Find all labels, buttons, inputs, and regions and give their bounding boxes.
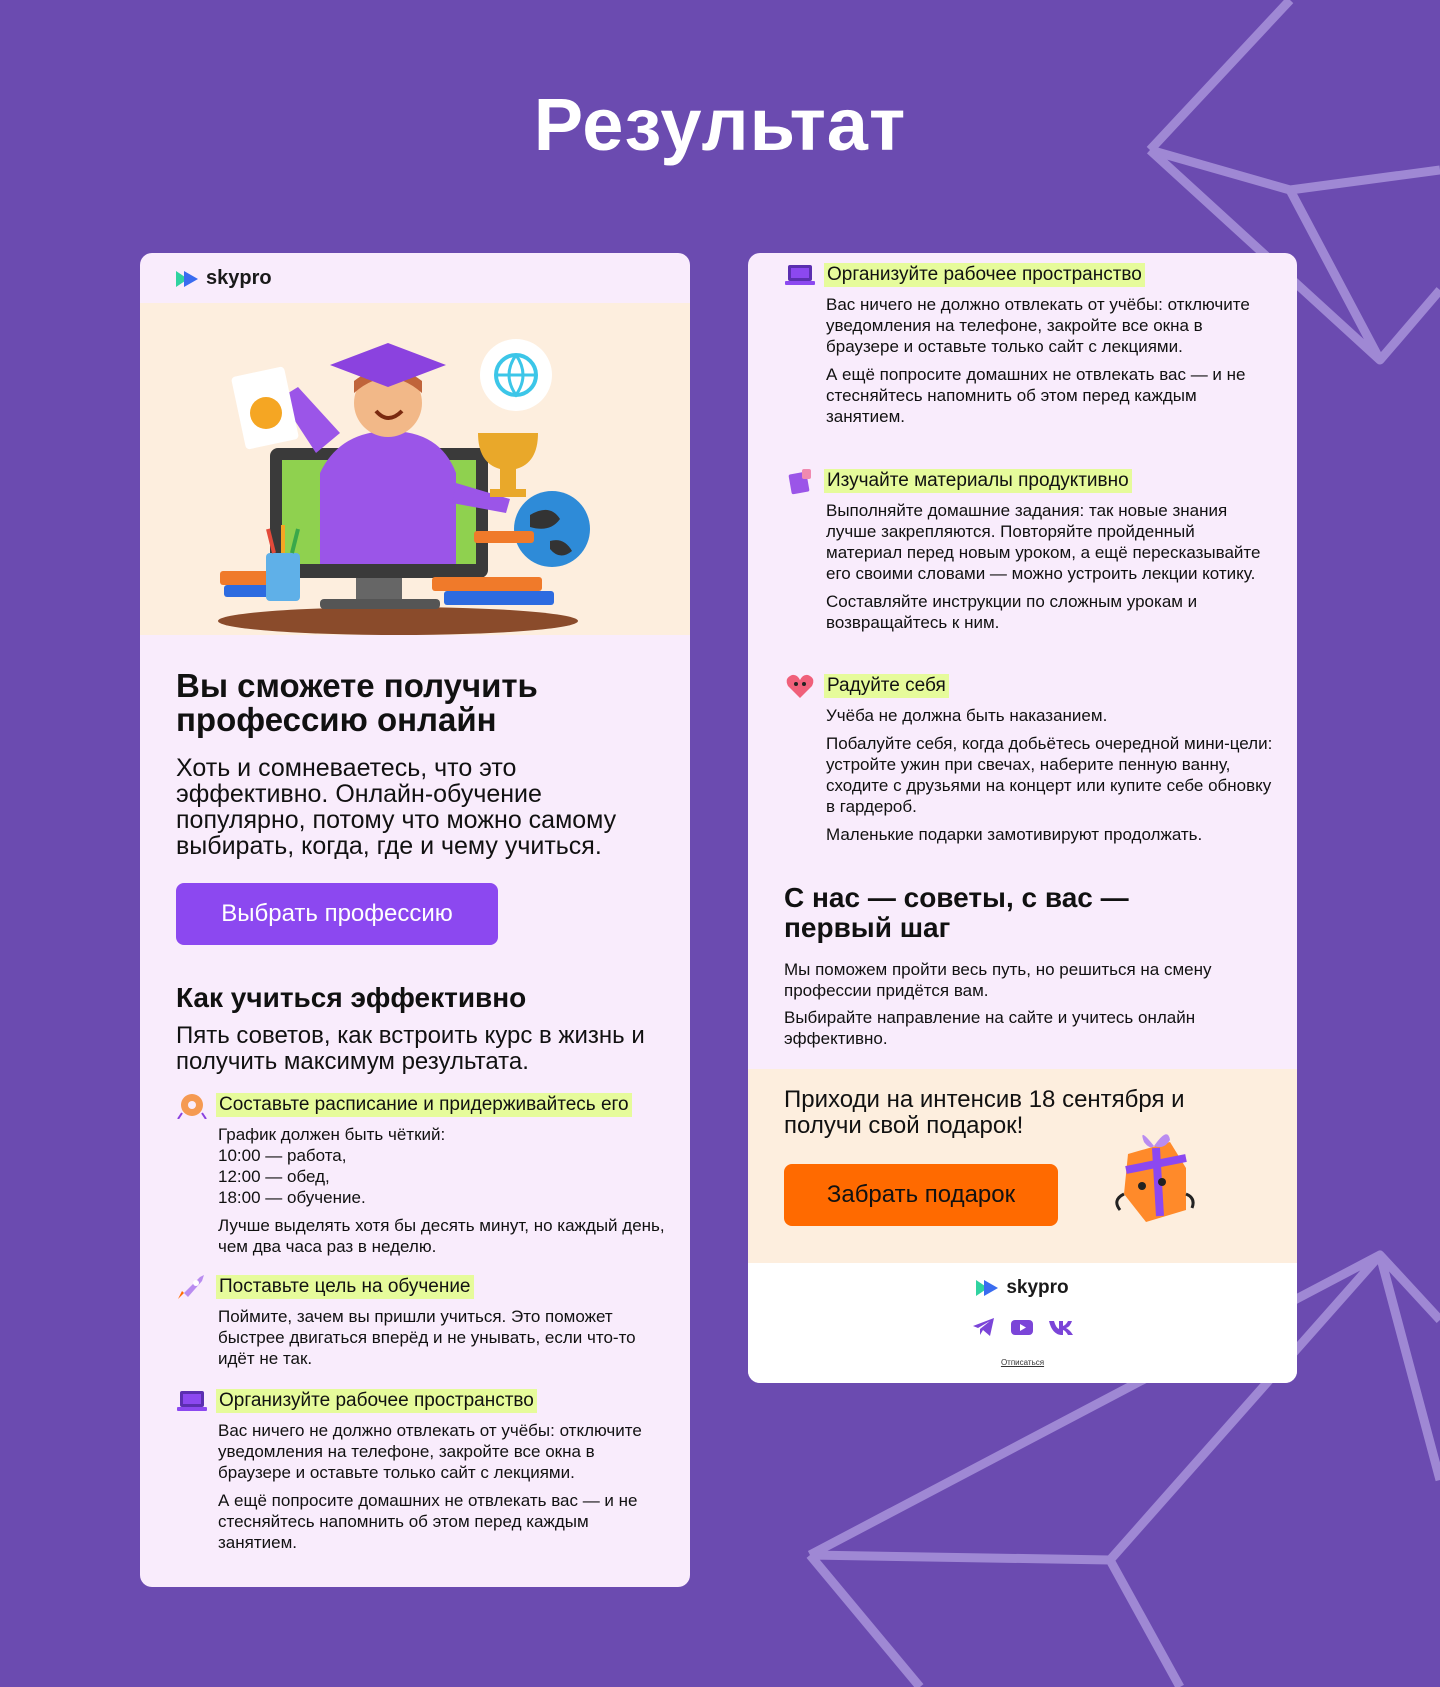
tip-item (784, 263, 1274, 427)
closing-text: Выбирайте направление на сайте и учитесь онлайн эффективно. (784, 1008, 1196, 1048)
promo-text: Приходи на интенсив 18 сентября и получи свой подарок! (784, 1086, 1185, 1139)
tip-text: График должен быть чёткий: 10:00 — работа, 12:00 — обед, 18:00 — обучение. (218, 1125, 446, 1207)
tip-text: Составляйте инструкции по сложным урокам и возвращайтесь к ним. (826, 592, 1198, 632)
graduate-illustration (140, 303, 690, 635)
closing-text: Мы поможем пройти весь путь, но решиться на смену профессии придётся вам. (784, 960, 1212, 1000)
gift-character-icon (1098, 1124, 1198, 1234)
heart-character-icon (784, 672, 816, 700)
tip-title: Организуйте рабочее пространство (216, 1389, 537, 1413)
laptop-icon (176, 1387, 208, 1415)
youtube-icon[interactable] (1010, 1317, 1034, 1337)
tip-text: Вас ничего не должно отвлекать от учёбы: отключите уведомления на телефоне, закройте все окна в браузере и оставьте только сайт с лекциями. (218, 1421, 642, 1482)
closing-title: С нас — советы, с вас — первый шаг (784, 882, 1129, 943)
email-preview-left (140, 253, 690, 1587)
skypro-logo[interactable] (176, 267, 272, 290)
hero-illustration (140, 303, 690, 635)
tip-text: Вас ничего не должно отвлекать от учёбы: отключите уведомления на телефоне, закройте все окна в браузере и оставьте только сайт с лекциями. (826, 295, 1250, 356)
tip-text: Лучше выделять хотя бы десять минут, но каждый день, чем два часа раз в неделю. (218, 1216, 665, 1256)
donut-character-icon (176, 1091, 208, 1119)
tip-text: Выполняйте домашние задания: так новые знания лучше закрепляются. Повторяйте пройденный материал перед новым уроком, а ещё пересказывайте его своими словами — можно устроить лекции котику. (826, 501, 1261, 583)
get-gift-button[interactable]: Забрать подарок (784, 1164, 1058, 1226)
tip-item (784, 469, 1274, 633)
headline: Вы сможете получить профессию онлайн (176, 667, 538, 738)
tip-text: Маленькие подарки замотивируют продолжать. (826, 825, 1203, 844)
tip-title: Поставьте цель на обучение (216, 1275, 474, 1299)
unsubscribe-link[interactable]: Отписаться (1000, 1358, 1045, 1367)
notebook-cup-icon (784, 467, 816, 495)
telegram-icon[interactable] (972, 1317, 996, 1337)
section-title: Как учиться эффективно (176, 982, 527, 1013)
tip-item (176, 1389, 666, 1553)
tip-text: Поймите, зачем вы пришли учиться. Это поможет быстрее двигаться вперёд и не унывать, если что-то идёт не так. (218, 1307, 636, 1368)
skypro-logo[interactable] (748, 1277, 1297, 1299)
logo-text: skypro (1006, 1277, 1069, 1298)
rocket-icon (176, 1273, 208, 1301)
logo-text: skypro (206, 267, 272, 289)
tip-title: Составьте расписание и придерживайтесь его (216, 1093, 632, 1117)
skypro-logo-icon (976, 1280, 998, 1296)
tip-item (176, 1093, 666, 1257)
tip-text: А ещё попросите домашних не отвлекать вас — и не стесняйтесь напомнить об этом перед каждым занятием. (218, 1491, 638, 1552)
lead-text: Хоть и сомневаетесь, что это эффективно. Онлайн-обучение популярно, потому что можно самому выбирать, когда, где и чему учиться. (176, 754, 617, 860)
laptop-icon (784, 261, 816, 289)
tip-text: Побалуйте себя, когда добьётесь очередной мини-цели: устройте ужин при свечах, наберите пенную ванну, сходите с друзьями на концерт или купите себе обновку в гардероб. (826, 734, 1273, 816)
tip-title: Изучайте материалы продуктивно (824, 469, 1132, 493)
tip-text: Учёба не должна быть наказанием. (826, 706, 1108, 725)
page-title: Результат (533, 83, 907, 166)
tip-title: Организуйте рабочее пространство (824, 263, 1145, 287)
choose-profession-button[interactable]: Выбрать профессию (176, 883, 498, 945)
social-links (748, 1317, 1297, 1337)
tip-text: А ещё попросите домашних не отвлекать вас — и не стесняйтесь напомнить об этом перед каждым занятием. (826, 365, 1246, 426)
email-footer (748, 1263, 1297, 1383)
tip-item (784, 674, 1274, 845)
tip-item (176, 1275, 666, 1369)
vk-icon[interactable] (1048, 1317, 1074, 1337)
skypro-logo-icon (176, 271, 198, 287)
tip-title: Радуйте себя (824, 674, 949, 698)
promo-block (748, 1069, 1297, 1263)
section-lead: Пять советов, как встроить курс в жизнь и получить максимум результата. (176, 1022, 645, 1075)
email-preview-right (748, 253, 1297, 1383)
